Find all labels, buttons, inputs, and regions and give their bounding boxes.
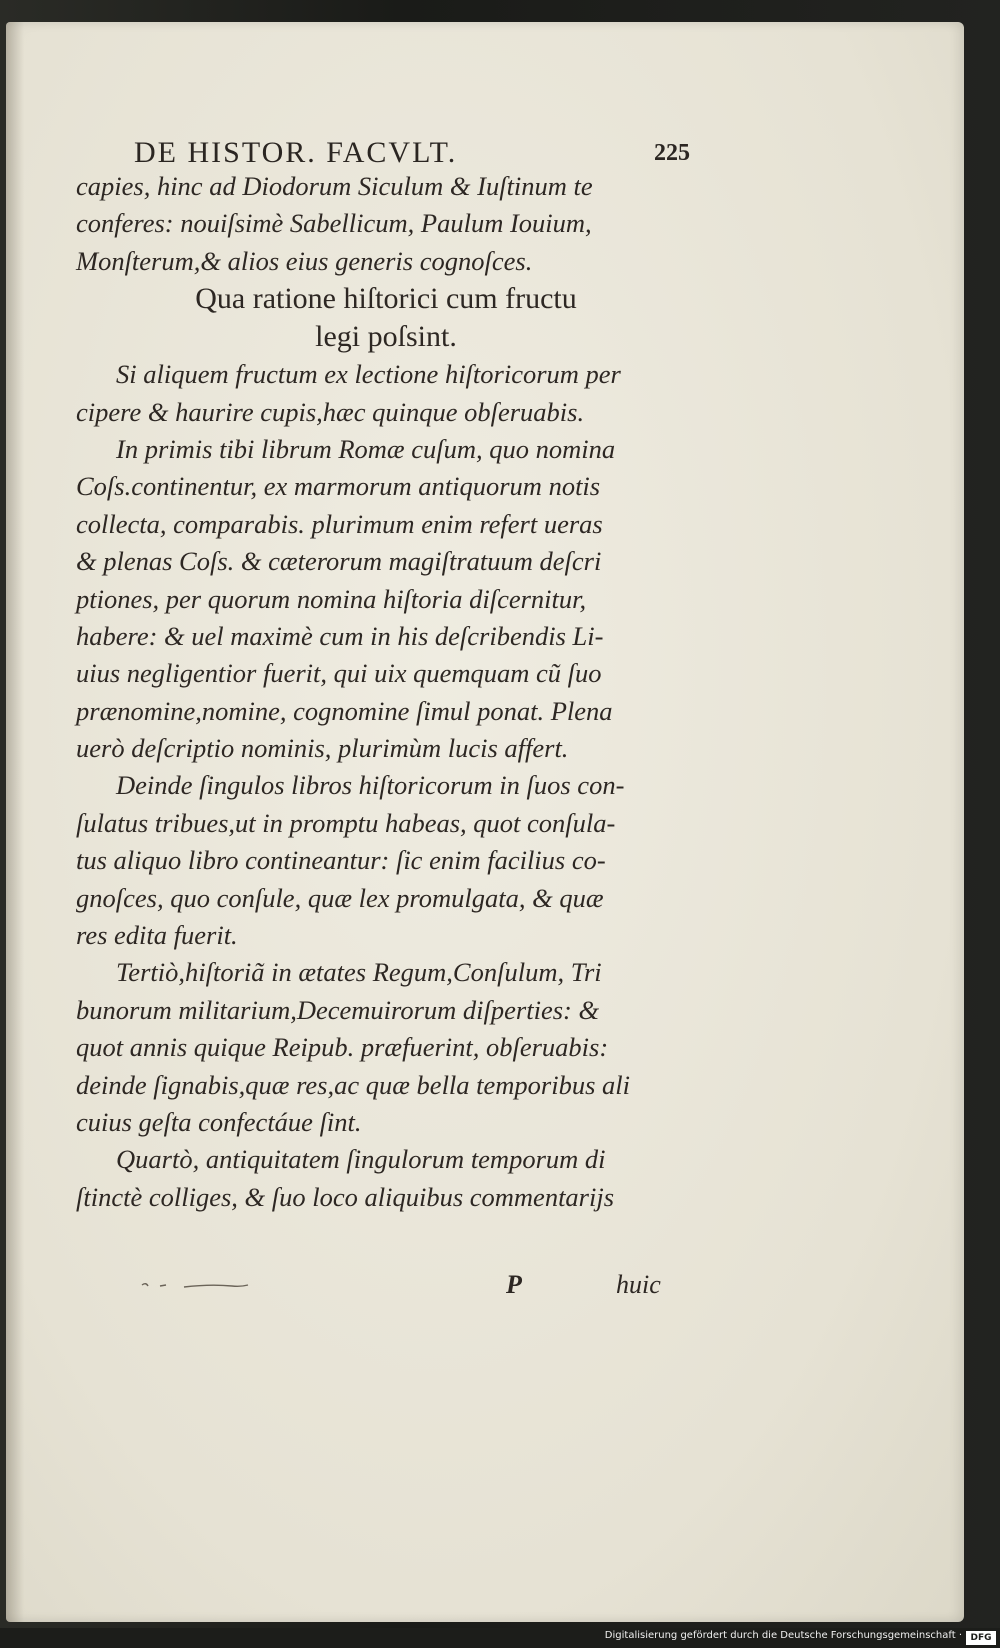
dfg-logo: DFG <box>966 1631 996 1645</box>
credit-text: Digitalisierung gefördert durch die Deutsche Forschungsgemeinschaft · <box>604 1630 962 1641</box>
paragraph-start: Deinde ſingulos libros hiſtoricorum in ſuos con- <box>116 770 625 801</box>
page-spine-shadow <box>6 22 24 1622</box>
text-line: conferes: nouiſsimè Sabellicum, Paulum Iouium, <box>76 208 592 239</box>
body-text <box>76 168 696 1216</box>
digitization-credit-bar <box>0 1628 1000 1648</box>
ink-smudge-mark <box>140 1280 310 1290</box>
catchword: huic <box>616 1270 661 1299</box>
text-line: Coſs.continentur, ex marmorum antiquorum notis <box>76 471 601 502</box>
text-line: ptiones, per quorum nomina hiſtoria diſcernitur, <box>76 583 587 614</box>
text-line: ſtinctè colliges, & ſuo loco aliquibus commentarijs <box>76 1181 615 1212</box>
page-number: 225 <box>654 140 690 166</box>
paragraph-start: Quartò, antiquitatem ſingulorum temporum di <box>116 1144 606 1175</box>
text-line: cipere & haurire cupis,hæc quinque obſeruabis. <box>76 396 585 427</box>
text-line: Monſterum,& alios eius generis cognoſces. <box>76 245 533 276</box>
page-footer <box>76 1270 666 1310</box>
text-line: cuius geſta confectáue ſint. <box>76 1106 362 1137</box>
text-line: quot annis quique Reipub. præfuerint, obſeruabis: <box>76 1032 609 1063</box>
paragraph-start: In primis tibi librum Romæ cuſum, quo nomina <box>116 433 616 464</box>
text-line: gnoſces, quo conſule, quæ lex promulgata, & quæ <box>76 882 604 913</box>
text-line: res edita fuerit. <box>76 920 238 951</box>
text-line: & plenas Coſs. & cæterorum magiſtratuum deſcri <box>76 546 602 577</box>
paragraph-start: Si aliquem fructum ex lectione hiſtoricorum per <box>116 359 621 390</box>
text-line: uerò deſcriptio nominis, plurimùm lucis affert. <box>76 733 569 764</box>
text-line: prænomine,nomine, cognomine ſimul ponat. Plena <box>76 695 613 726</box>
section-heading-line-1: Qua ratione hiſtorici cum fructu <box>195 282 577 316</box>
text-line: bunorum militarium,Decemuirorum diſperties: & <box>76 994 600 1025</box>
section-heading-line-2: legi poſsint. <box>315 320 457 354</box>
text-line: capies, hinc ad Diodorum Siculum & Iuſtinum te <box>76 171 593 201</box>
text-line: deinde ſignabis,quæ res,ac quæ bella temporibus ali <box>76 1069 631 1100</box>
running-head: DE HISTOR. FACVLT. <box>134 136 458 169</box>
text-line: ſulatus tribues,ut in promptu habeas, quot conſula- <box>76 807 616 838</box>
text-line: habere: & uel maximè cum in his deſcribendis Li- <box>76 620 604 651</box>
text-line: tus aliquo libro contineantur: ſic enim facilius co- <box>76 845 606 876</box>
text-line: collecta, comparabis. plurimum enim refert ueras <box>76 508 603 539</box>
signature-mark: P <box>506 1270 522 1299</box>
text-line: uius negligentior fuerit, qui uix quemquam cũ ſuo <box>76 658 602 689</box>
paragraph-start: Tertiò,hiſtoriã in ætates Regum,Conſulum, Tri <box>116 957 602 988</box>
